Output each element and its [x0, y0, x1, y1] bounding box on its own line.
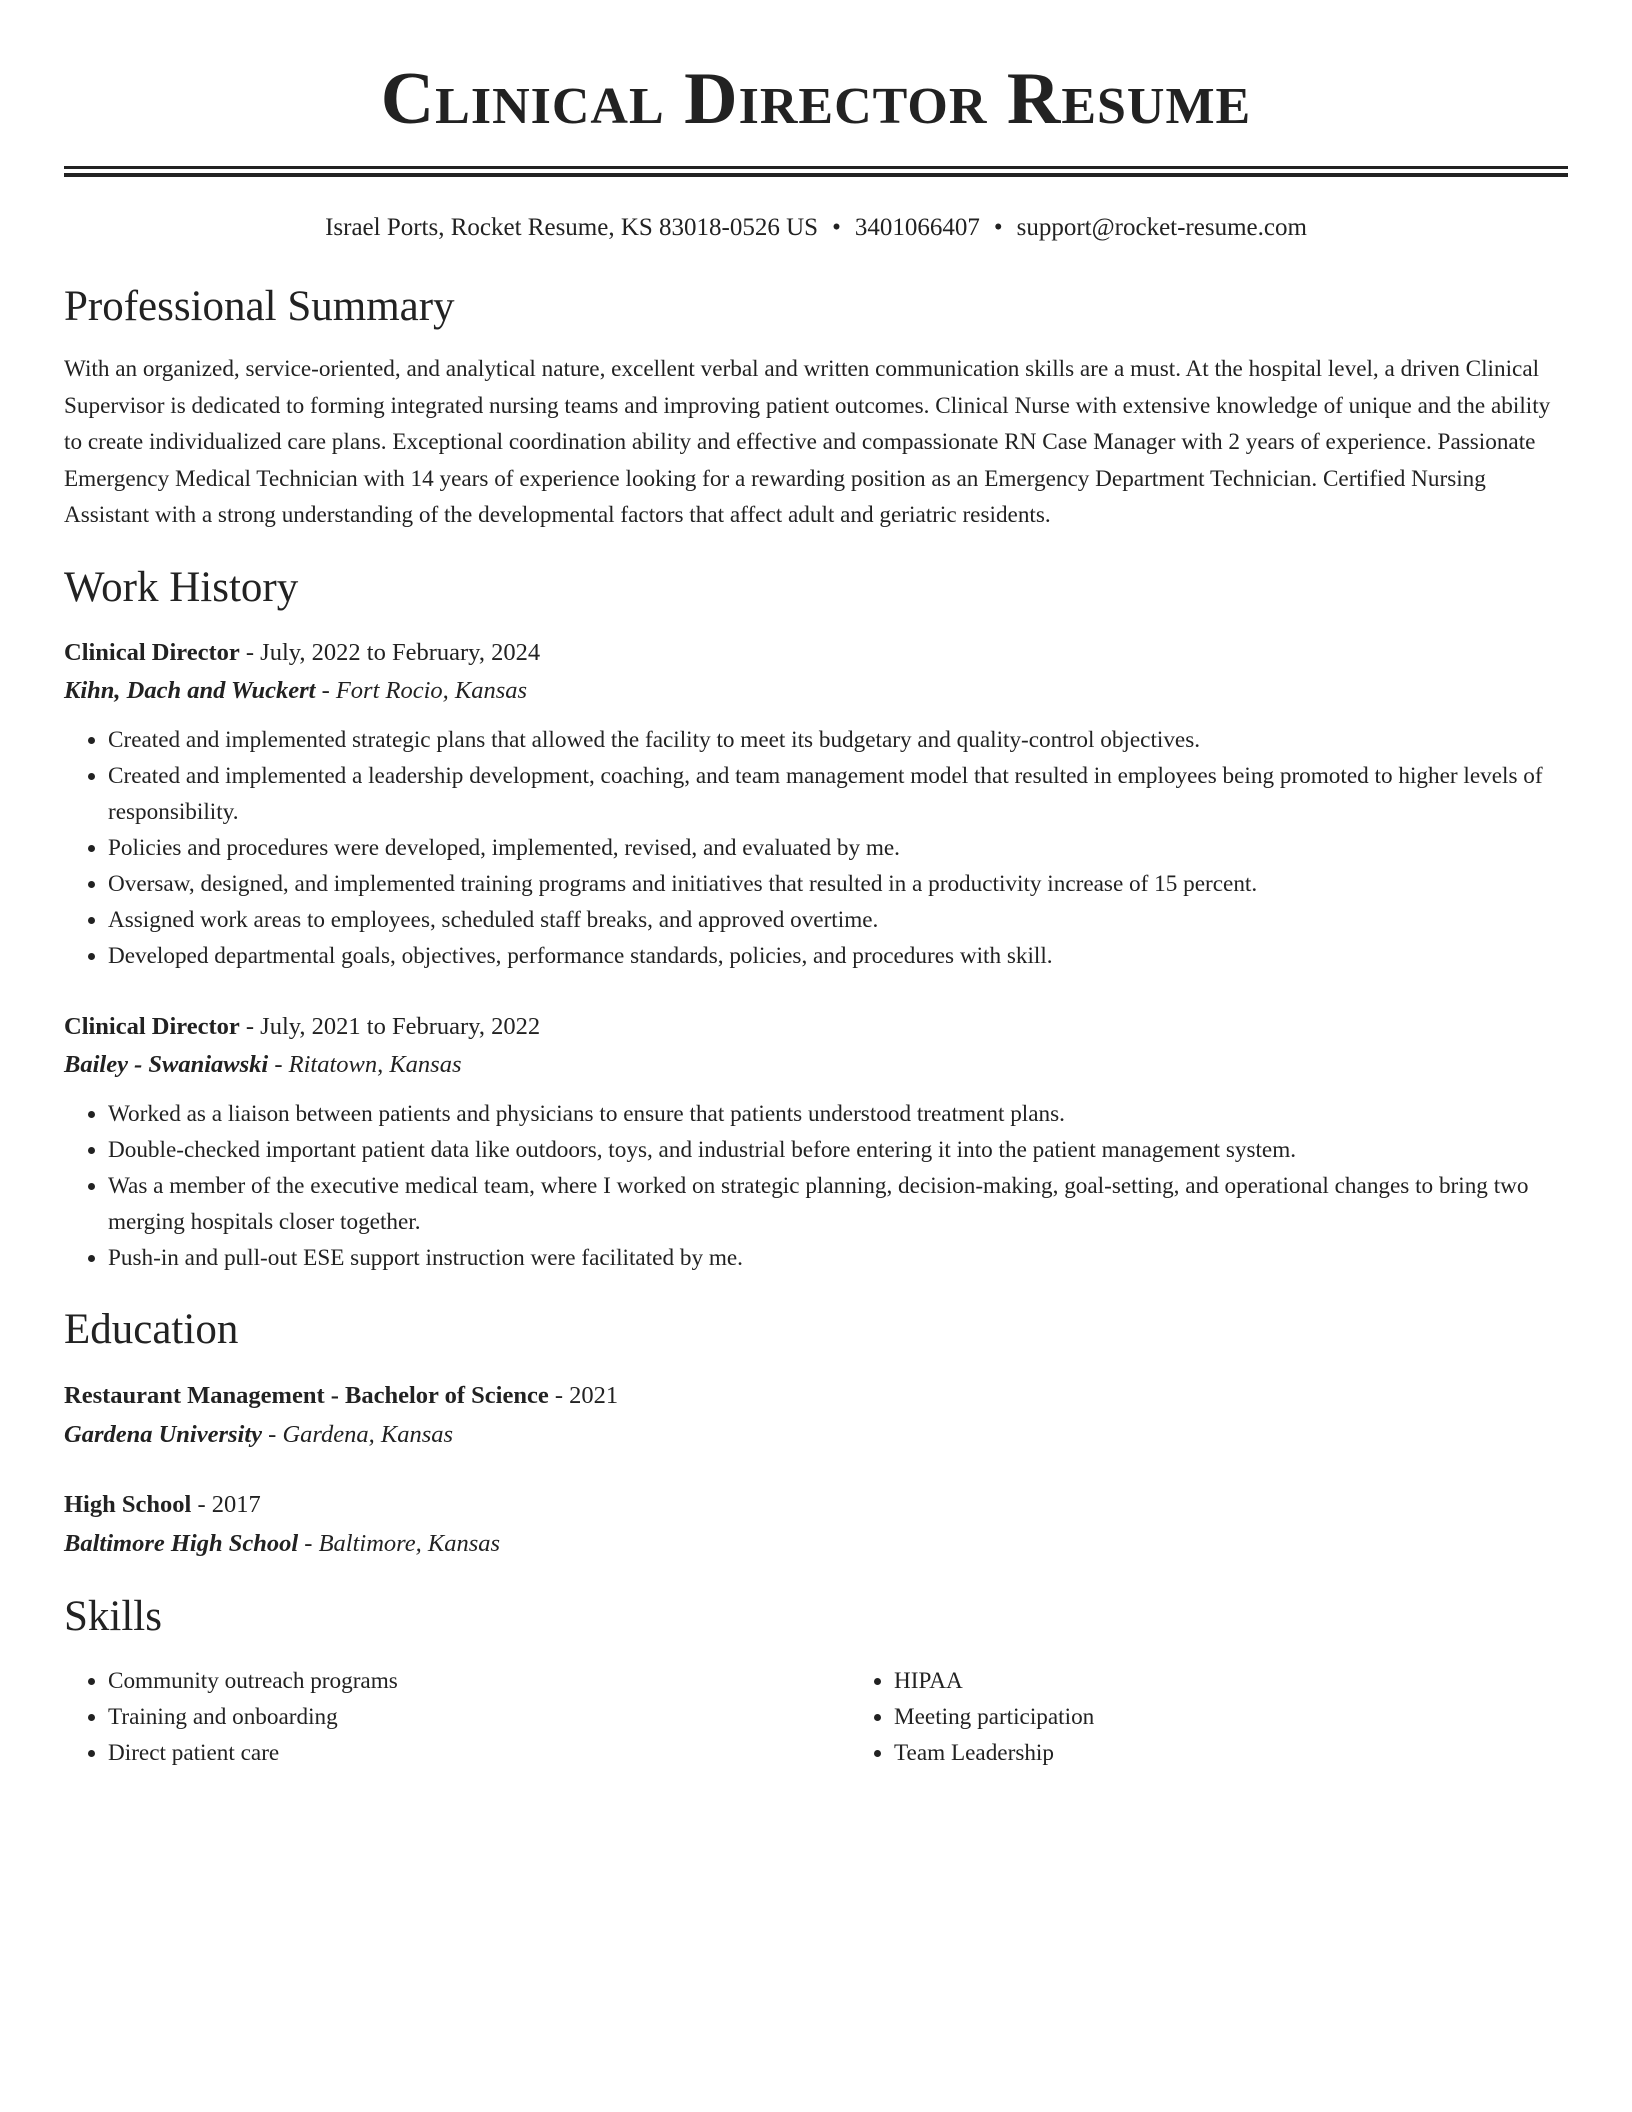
job-title: Clinical Director — [64, 1012, 240, 1040]
job-location: - Ritatown, Kansas — [268, 1050, 462, 1078]
skill-item: • Training and onboarding — [108, 1699, 850, 1735]
school-line — [64, 1415, 1568, 1454]
education-heading: Education — [64, 1305, 239, 1353]
degree-line — [64, 1485, 1568, 1524]
skill-item: • Team Leadership — [894, 1735, 1094, 1771]
job-bullet: • Push-in and pull-out ESE support instruction were facilitated by me. — [108, 1240, 1568, 1276]
school-location: - Baltimore, Kansas — [298, 1529, 501, 1557]
skills-list-left — [64, 1663, 850, 1771]
degree-name: Restaurant Management - Bachelor of Science — [64, 1381, 549, 1409]
job-title: Clinical Director — [64, 638, 240, 666]
job-entry — [64, 634, 1568, 710]
skill-item: • Community outreach programs — [108, 1663, 850, 1699]
summary-heading: Professional Summary — [64, 283, 455, 330]
job-bullets — [64, 1096, 1568, 1276]
job-company: Kihn, Dach and Wuckert — [64, 676, 316, 704]
education-entry — [64, 1485, 1568, 1563]
education-entry — [64, 1376, 1568, 1454]
school-name: Baltimore High School — [64, 1529, 299, 1557]
job-company-line — [64, 672, 1568, 710]
job-entry — [64, 1008, 1568, 1084]
job-dates: - July, 2021 to February, 2022 — [239, 1012, 541, 1040]
job-location: - Fort Rocio, Kansas — [315, 676, 528, 704]
skills-list-right — [850, 1663, 1094, 1771]
work-history-heading: Work History — [64, 563, 299, 611]
skills-columns — [64, 1663, 1568, 1771]
skill-item: • Meeting participation — [894, 1699, 1094, 1735]
job-bullet: • Worked as a liaison between patients and physicians to ensure that patients understood treatment plans. — [108, 1096, 1568, 1132]
contact-line — [64, 211, 1568, 245]
school-name: Gardena University — [64, 1420, 263, 1448]
job-company-line — [64, 1046, 1568, 1084]
job-bullets — [64, 722, 1568, 974]
job-bullet: • Assigned work areas to employees, scheduled staff breaks, and approved overtime. — [108, 902, 1568, 938]
job-bullet: • Double-checked important patient data like outdoors, toys, and industrial before entering it into the patient management system. — [108, 1132, 1568, 1168]
title-divider-bottom — [64, 173, 1568, 177]
degree-line — [64, 1376, 1568, 1415]
separator-dot: • — [993, 214, 1003, 241]
job-title-line — [64, 1008, 1568, 1046]
title-divider-top — [64, 166, 1568, 169]
job-bullet: • Oversaw, designed, and implemented training programs and initiatives that resulted in a productivity increase of 15 percent. — [108, 866, 1568, 902]
job-bullet: • Created and implemented a leadership development, coaching, and team management model that resulted in employees being promoted to higher levels of responsibility. — [108, 758, 1568, 830]
page-title: Clinical Director Resume — [380, 58, 1252, 140]
school-location: - Gardena, Kansas — [262, 1420, 454, 1448]
job-bullet: • Created and implemented strategic plans that allowed the facility to meet its budgetary and quality-control objectives. — [108, 722, 1568, 758]
contact-email: support@rocket-resume.com — [1016, 214, 1307, 241]
degree-year: - 2017 — [191, 1490, 261, 1518]
skill-item: • HIPAA — [894, 1663, 1094, 1699]
degree-name: High School — [64, 1490, 192, 1518]
school-line — [64, 1524, 1568, 1563]
separator-dot: • — [832, 214, 841, 241]
skill-item: • Direct patient care — [108, 1735, 850, 1771]
job-company: Bailey - Swaniawski — [64, 1050, 269, 1078]
skills-heading: Skills — [64, 1592, 162, 1640]
summary-text: With an organized, service-oriented, and analytical nature, excellent verbal and written communication skills are a must. At the hospital level, a driven Clinical Supervisor is dedicated to forming integrated nursing teams and improving patient outcomes. Clinical Nurse with extensive knowledge of unique and the ability to create individualized care plans. Exceptional coordination ability and effective and compassionate RN Case Manager with 2 years of experience. Passionate Emergency Medical Technician with 14 years of experience looking for a rewarding position as an Emergency Department Technician. Certified Nursing Assistant with a strong understanding of the developmental factors that affect adult and geriatric residents. — [64, 356, 1551, 529]
contact-address: Israel Ports, Rocket Resume, KS 83018-0526 US — [325, 214, 819, 241]
job-bullet: • Developed departmental goals, objectives, performance standards, policies, and procedures with skill. — [108, 938, 1568, 974]
job-dates: - July, 2022 to February, 2024 — [239, 638, 541, 666]
degree-year: - 2021 — [548, 1381, 619, 1409]
job-bullet: • Was a member of the executive medical team, where I worked on strategic planning, decision-making, goal-setting, and operational changes to bring two merging hospitals closer together. — [108, 1168, 1568, 1240]
job-title-line — [64, 634, 1568, 672]
job-bullet: • Policies and procedures were developed, implemented, revised, and evaluated by me. — [108, 830, 1568, 866]
contact-phone: 3401066407 — [854, 214, 980, 241]
